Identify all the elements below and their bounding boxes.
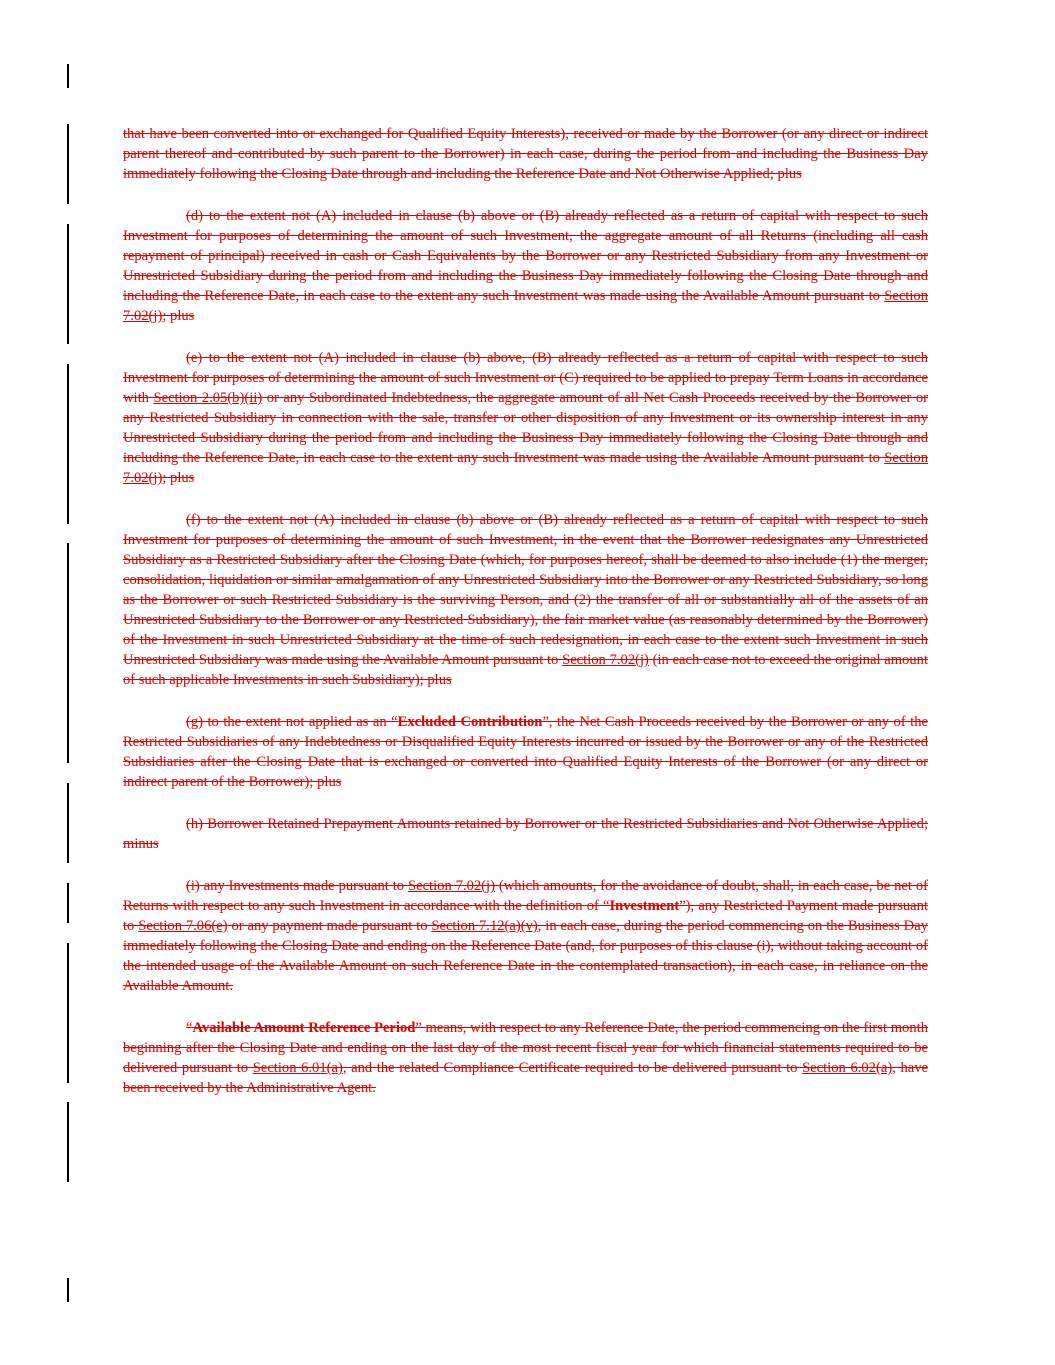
section-reference: Section 6.01(a) (252, 1060, 343, 1076)
paragraph-c-continued (123, 124, 928, 184)
change-bar-bottom (67, 1278, 69, 1302)
change-bar-top (67, 64, 69, 88)
paragraph-f (123, 510, 928, 690)
text-run: ; plus (162, 470, 195, 486)
document-body (123, 124, 928, 1120)
text-run: (f) to the extent not (A) included in clause (b) above or (B) already reflected as a return of capital with respect to such Investment for purposes of determining the amount of such Investment, in the event that the Borrower redesignates any Unrestricted Subsidiary as a Restricted Subsidiary after the Closing Date (which, for purposes hereof, shall be deemed to also include (1) the merger, consolidation, liquidation or similar amalgamation of any Unrestricted Subsidiary into the Borrower or any Restricted Subsidiary, so long as the Borrower or such Restricted Subsidiary is the surviving Person, and (2) the transfer of all or substantially all of the assets of an Unrestricted Subsidiary to the Borrower or any Restricted Subsidiary), the fair market value (as reasonably determined by the Borrower) of the Investment in such Unrestricted Subsidiary at the time of such redesignation, in each case to the extent such Investment in such Unrestricted Subsidiary was made using the Available Amount pursuant to (123, 512, 928, 668)
change-bar-para-aarp (67, 1102, 69, 1182)
defined-term: Available Amount Reference Period (192, 1020, 416, 1036)
text-run: ” means, with respect to any Reference Date, the period commencing on the first month beginning after the Closing Date and ending on the last day of the most recent fiscal year for which financial statements required to be delivered pursuant to (123, 1020, 928, 1076)
text-run: (in each case not to exceed the original amount of such applicable Investments in such Subsidiary); plus (123, 652, 929, 688)
section-reference: Section 7.02(j) (562, 652, 649, 668)
change-bar-para-c (67, 124, 69, 204)
text-run: (i) any Investments made pursuant to (186, 878, 408, 894)
change-bar-para-h (67, 883, 69, 923)
paragraph-i (123, 876, 928, 996)
change-bar-para-g (67, 783, 69, 863)
change-bar-para-i (67, 943, 69, 1083)
paragraph-e (123, 348, 928, 488)
paragraph-h (123, 814, 928, 854)
section-reference: Section 7.02(j) (407, 878, 495, 894)
paragraph-available-amount-reference-period (123, 1018, 928, 1098)
text-run: ; plus (162, 308, 195, 324)
section-reference: Section 2.05(b)(ii) (153, 390, 263, 406)
section-reference: Section 7.12(a)(v) (431, 918, 538, 934)
change-bar-para-e (67, 364, 69, 524)
section-reference: Section 7.02(j) (123, 288, 928, 324)
text-run: ”), any Restricted Payment made pursuant to (123, 898, 928, 934)
text-run: or any payment made pursuant to (227, 918, 432, 934)
text-run: , and the related Compliance Certificate required to be delivered pursuant to (342, 1060, 803, 1076)
paragraph-g (123, 712, 928, 792)
paragraph-d (123, 206, 928, 326)
section-reference: Section 7.02(j) (123, 450, 928, 486)
text-run: (g) to the extent not applied as an “ (186, 714, 398, 730)
text-run: (which amounts, for the avoidance of doubt, shall, in each case, be net of Returns with respect to any such Investment in accordance with the definition of “ (123, 878, 928, 914)
text-run: that have been converted into or exchanged for Qualified Equity Interests), received or made by the Borrower (or any direct or indirect parent thereof and contributed by such parent to the Borrower) in each case, during the period from and including the Business Day immediately following the Closing Date through and including the Reference Date and Not Otherwise Applied; plus (123, 126, 928, 182)
change-bar-para-d (67, 224, 69, 344)
text-run: (d) to the extent not (A) included in clause (b) above or (B) already reflected as a return of capital with respect to such Investment for purposes of determining the amount of such Investment, the aggregate amount of all Returns (including all cash repayment of principal) received in cash or Cash Equivalents by the Borrower or any Restricted Subsidiary from any Investment or Unrestricted Subsidiary during the period from and including the Business Day immediately following the Closing Date through and including the Reference Date, in each case to the extent any such Investment was made using the Available Amount pursuant to (123, 208, 928, 304)
text-run: or any Subordinated Indebtedness, the aggregate amount of all Net Cash Proceeds received by the Borrower or any Restricted Subsidiary in connection with the sale, transfer or other disposition of any Investment or its ownership interest in any Unrestricted Subsidiary during the period from and including the Business Day immediately following the Closing Date through and including the Reference Date, in each case to the extent any such Investment was made using the Available Amount pursuant to (123, 390, 929, 466)
defined-term: Excluded Contribution (397, 714, 543, 730)
text-run: “ (186, 1020, 193, 1036)
defined-term: Investment (609, 898, 680, 914)
text-run: , in each case, during the period commencing on the Business Day immediately following the Closing Date and ending on the Reference Date (and, for purposes of this clause (i), without taking account of the intended usage of the Available Amount on such Reference Date in the contemplated transaction), in each case, in reliance on the Available Amount. (123, 918, 928, 994)
text-run: (h) Borrower Retained Prepayment Amounts retained by Borrower or the Restricted Subsidiaries and Not Otherwise Applied; minus (123, 816, 928, 852)
text-run: , have been received by the Administrative Agent. (123, 1060, 928, 1096)
section-reference: Section 6.02(a) (802, 1060, 893, 1076)
text-run: (e) to the extent not (A) included in clause (b) above, (B) already reflected as a return of capital with respect to such Investment for purposes of determining the amount of such Investment or (C) required to be applied to prepay Term Loans in accordance with (123, 350, 928, 406)
section-reference: Section 7.06(e) (138, 918, 228, 934)
text-run: ”, the Net Cash Proceeds received by the Borrower or any of the Restricted Subsidiaries of any Indebtedness or Disqualified Equity Interests incurred or issued by the Borrower or any of the Restricted Subsidiaries after the Closing Date that is exchanged or converted into Qualified Equity Interests of the Borrower (or any direct or indirect parent of the Borrower); plus (123, 714, 928, 790)
change-bar-para-f (67, 543, 69, 763)
